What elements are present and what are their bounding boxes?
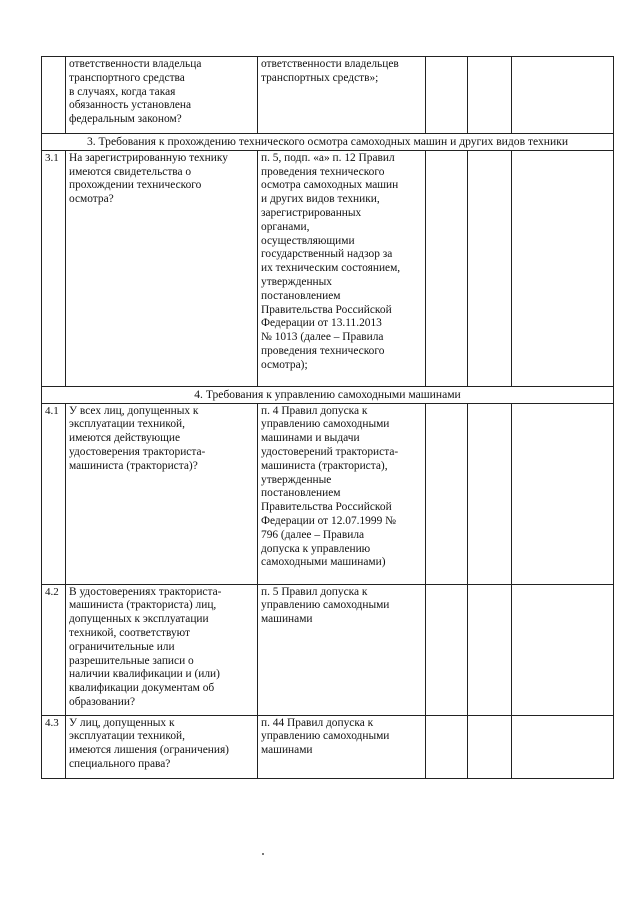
row-number: 4.1	[42, 403, 66, 584]
reference-line: проведения технического	[261, 165, 385, 178]
notes-cell	[512, 403, 614, 584]
table-row	[42, 715, 614, 778]
table-row	[42, 57, 614, 134]
question-line: машиниста (тракториста) лиц,	[69, 599, 217, 612]
answer-cell	[468, 403, 512, 584]
question-line: обязанность установлена	[69, 99, 192, 112]
table-row	[42, 403, 614, 584]
question-line: У всех лиц, допущенных к	[69, 404, 199, 417]
reference-line: осмотра самоходных машин	[261, 179, 399, 192]
question-line: эксплуатации техникой,	[69, 730, 185, 743]
reference-line: утвержденных	[261, 275, 332, 288]
reference-line: 796 (далее – Правила	[261, 528, 365, 541]
reference-line: зарегистрированных	[261, 206, 362, 219]
answer-cell	[426, 150, 468, 386]
reference-cell	[258, 715, 426, 778]
reference-line: органами,	[261, 220, 310, 233]
reference-cell	[258, 150, 426, 386]
question-line: образовании?	[69, 695, 135, 708]
question-cell	[66, 715, 258, 778]
answer-cell	[426, 584, 468, 715]
reference-line: машиниста (тракториста),	[261, 459, 388, 472]
question-line: На зарегистрированную технику	[69, 151, 228, 164]
reference-line: их техническим состоянием,	[261, 262, 401, 275]
question-cell	[66, 57, 258, 134]
reference-line: машинами	[261, 613, 313, 626]
reference-cell	[258, 584, 426, 715]
question-line: федеральным законом?	[69, 113, 182, 126]
question-line: имеются лишения (ограничения)	[69, 744, 229, 757]
answer-cell	[468, 584, 512, 715]
section-title: 4. Требования к управлению самоходными машинами	[42, 386, 614, 403]
question-line: удостоверения тракториста-	[69, 445, 206, 458]
question-line: В удостоверениях тракториста-	[69, 585, 222, 598]
question-line: машиниста (тракториста)?	[69, 459, 198, 472]
question-cell	[66, 584, 258, 715]
question-line: разрешительные записи о	[69, 654, 194, 667]
notes-cell	[512, 715, 614, 778]
reference-line: управлению самоходными	[261, 418, 390, 431]
reference-cell	[258, 403, 426, 584]
answer-cell	[468, 57, 512, 134]
answer-cell	[426, 715, 468, 778]
reference-line: п. 5 Правил допуска к	[261, 585, 368, 598]
answer-cell	[468, 150, 512, 386]
row-number: 4.3	[42, 715, 66, 778]
reference-line: Федерации от 13.11.2013	[261, 317, 382, 330]
reference-line: Правительства Российской	[261, 501, 392, 514]
reference-line: самоходными машинами)	[261, 556, 386, 569]
question-line: в случаях, когда такая	[69, 85, 176, 98]
reference-line: утвержденные	[261, 473, 332, 486]
answer-cell	[468, 715, 512, 778]
scan-dot	[262, 853, 264, 855]
question-line: прохождении технического	[69, 179, 202, 192]
table-row	[42, 150, 614, 386]
question-line: имеются свидетельства о	[69, 165, 192, 178]
reference-line: и других видов техники,	[261, 193, 380, 206]
reference-line: п. 5, подп. «а» п. 12 Правил	[261, 151, 395, 164]
reference-line: Федерации от 12.07.1999 №	[261, 514, 396, 527]
question-line: осмотра?	[69, 193, 114, 206]
notes-cell	[512, 150, 614, 386]
question-line: техникой, соответствуют	[69, 626, 191, 639]
question-line: наличии квалификации и (или)	[69, 668, 220, 681]
reference-line: осуществляющими	[261, 234, 355, 247]
question-line: транспортного средства	[69, 71, 185, 84]
question-line: допущенных к эксплуатации	[69, 613, 209, 626]
reference-line: государственный надзор за	[261, 248, 393, 261]
section-row	[42, 134, 614, 151]
reference-line: постановлением	[261, 289, 341, 302]
reference-line: транспортных средств»;	[261, 71, 379, 84]
reference-line: допуска к управлению	[261, 542, 371, 555]
reference-line: Правительства Российской	[261, 303, 392, 316]
notes-cell	[512, 57, 614, 134]
table-row	[42, 584, 614, 715]
section-row	[42, 386, 614, 403]
reference-line: п. 4 Правил допуска к	[261, 404, 368, 417]
reference-line: управлению самоходными	[261, 730, 390, 743]
reference-line: постановлением	[261, 487, 341, 500]
reference-line: управлению самоходными	[261, 599, 390, 612]
question-line: квалификации документам об	[69, 682, 215, 695]
row-number-cell	[42, 57, 66, 134]
question-line: У лиц, допущенных к	[69, 716, 175, 729]
section-title: 3. Требования к прохождению технического осмотра самоходных машин и других видов техники	[42, 134, 614, 151]
reference-line: машинами и выдачи	[261, 432, 360, 445]
question-line: имеются действующие	[69, 432, 181, 445]
answer-cell	[426, 57, 468, 134]
notes-cell	[512, 584, 614, 715]
reference-line: ответственности владельцев	[261, 58, 399, 70]
reference-cell	[258, 57, 426, 134]
reference-line: проведения технического	[261, 344, 385, 357]
reference-line: удостоверений тракториста-	[261, 445, 399, 458]
reference-line: № 1013 (далее – Правила	[261, 331, 384, 344]
question-line: ответственности владельца	[69, 58, 202, 70]
row-number: 3.1	[42, 150, 66, 386]
checklist-table	[41, 56, 614, 779]
reference-line: п. 44 Правил допуска к	[261, 716, 374, 729]
question-line: эксплуатации техникой,	[69, 418, 185, 431]
question-line: ограничительные или	[69, 640, 175, 653]
row-number: 4.2	[42, 584, 66, 715]
reference-line: осмотра);	[261, 358, 308, 371]
reference-line: машинами	[261, 744, 313, 757]
question-cell	[66, 403, 258, 584]
question-cell	[66, 150, 258, 386]
answer-cell	[426, 403, 468, 584]
question-line: специального права?	[69, 757, 171, 770]
